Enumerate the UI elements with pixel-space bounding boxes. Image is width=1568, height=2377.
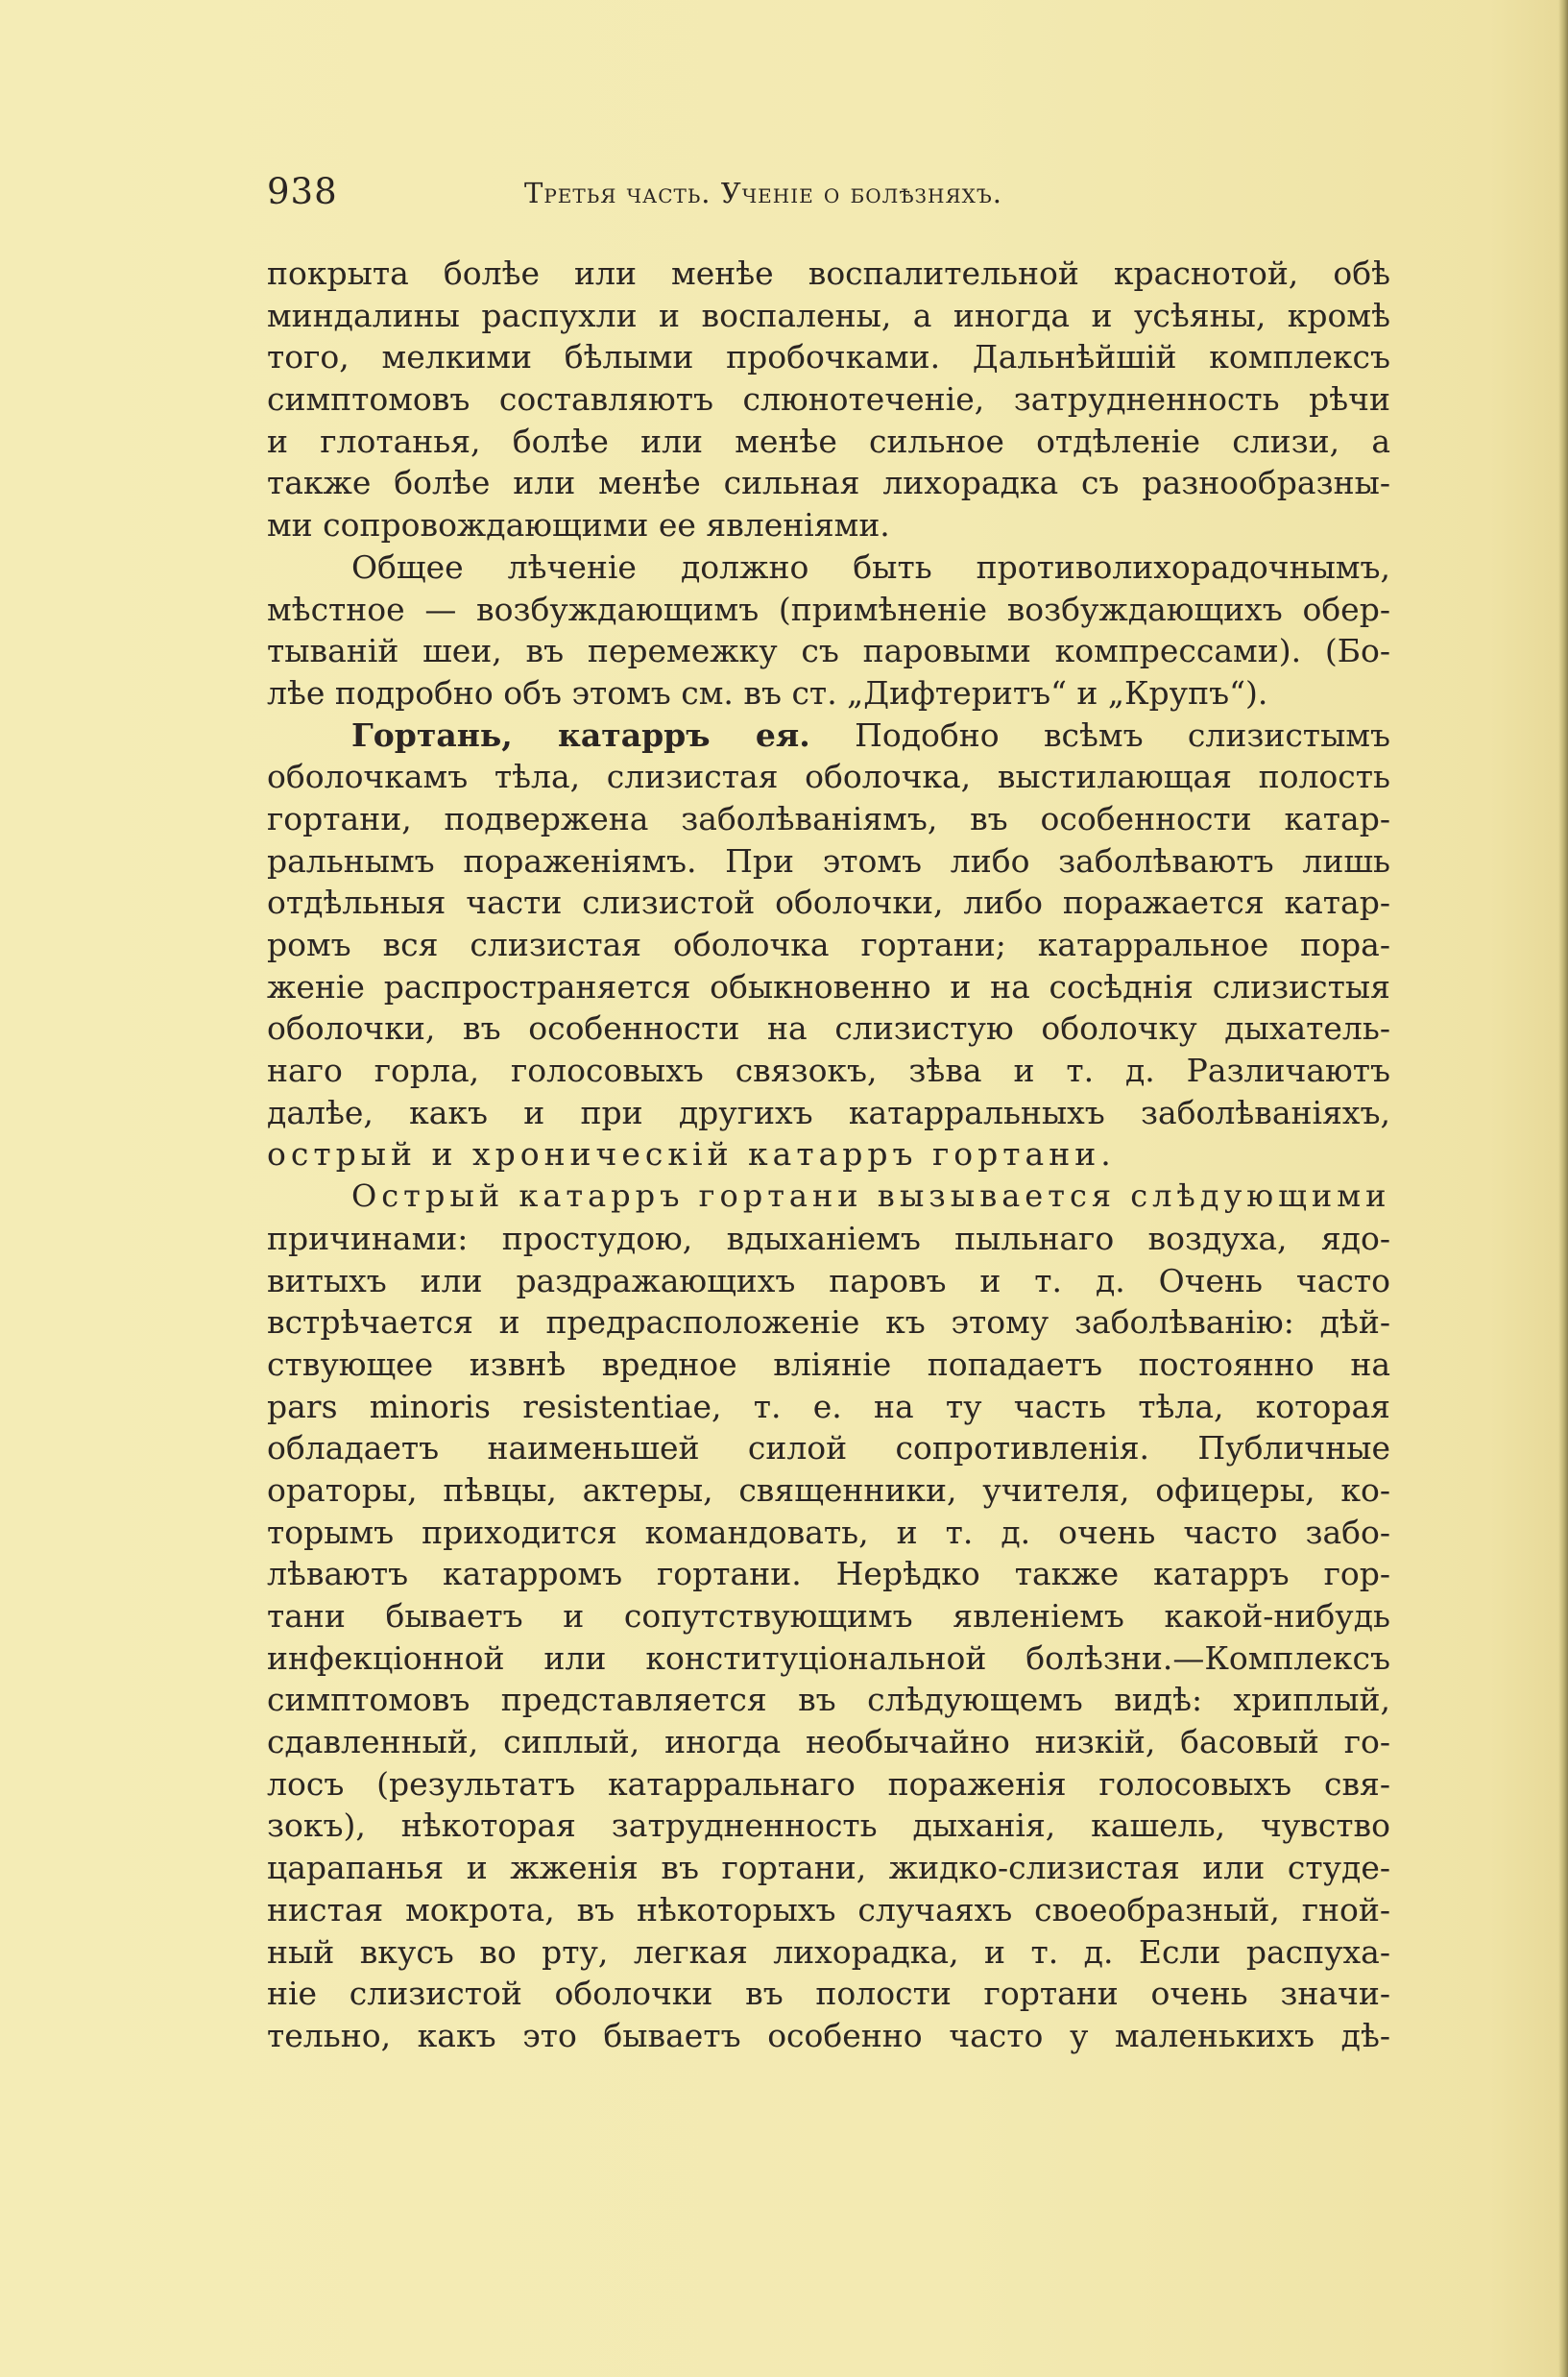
text-line: тываній шеи, въ перемежку съ паровыми компрессами). (Бо- [267, 632, 1390, 670]
text-line: симптомовъ представляется въ слѣдующемъ видѣ: хриплый, [267, 1681, 1390, 1719]
text-line: лѣваютъ катарромъ гортани. Нерѣдко также катарръ гор- [267, 1555, 1390, 1593]
text-line: отдѣльныя части слизистой оболочки, либо поражается катар- [267, 884, 1390, 922]
text-line: Острый катарръ гортани вызывается слѣдующими [351, 1177, 1391, 1215]
page-edge-shadow [1558, 0, 1568, 2377]
text-line: сдавленный, сиплый, иногда необычайно низкій, басовый го- [267, 1723, 1390, 1761]
text-line: женіе распространяется обыкновенно и на сосѣднія слизистыя [267, 967, 1390, 1006]
text-line: острый и хроническій катарръ гортани. [267, 1135, 1116, 1174]
text-line: оболочки, въ особенности на слизистую оболочку дыхатель- [267, 1009, 1390, 1048]
text-line: гортани, подвержена заболѣваніямъ, въ особенности катар- [267, 799, 1390, 837]
text-line: симптомовъ составляютъ слюнотеченіе, затрудненность рѣчи [267, 380, 1390, 419]
page-number: 938 [267, 171, 338, 212]
text-line: ми сопровождающими ее явленіями. [267, 506, 890, 545]
text-line: и глотанья, болѣе или менѣе сильное отдѣленіе слизи, а [267, 422, 1390, 460]
text-line: ораторы, пѣвцы, актеры, священники, учителя, офицеры, ко- [267, 1470, 1390, 1509]
text-line: наго горла, голосовыхъ связокъ, зѣва и т. д. Различаютъ [267, 1052, 1390, 1090]
text-line: Общее лѣченіе должно быть противолихорадочнымъ, [351, 547, 1390, 586]
text-line: покрыта болѣе или менѣе воспалительной краснотой, обѣ [267, 255, 1390, 292]
text-line: также болѣе или менѣе сильная лихорадка съ разнообразны- [267, 464, 1390, 502]
text-line: обладаетъ наименьшей силой сопротивленія. Публичные [267, 1429, 1390, 1467]
text-line: того, мелкими бѣлыми пробочками. Дальнѣйшій комплексъ [267, 338, 1390, 376]
text-line: лѣе подробно объ этомъ см. въ ст. „Дифтеритъ“ и „Крупъ“). [267, 673, 1268, 712]
page-header [267, 171, 1419, 219]
text-line: торымъ приходится командовать, и т. д. очень часто забо- [267, 1513, 1390, 1551]
text-line: ральнымъ пораженіямъ. При этомъ либо заболѣваютъ лишь [267, 841, 1390, 880]
text-line: ный вкусъ во рту, легкая лихорадка, и т. д. Если распуха- [267, 1932, 1390, 1971]
text-line: тельно, какъ это бываетъ особенно часто у маленькихъ дѣ- [267, 2016, 1390, 2054]
text-line: ніе слизистой оболочки въ полости гортани очень значи- [267, 1975, 1390, 2013]
text-line: миндалины распухли и воспалены, а иногда и усѣяны, кромѣ [267, 296, 1390, 334]
text-fragment: Подобно всѣмъ слизистымъ [855, 716, 1390, 754]
text-line: тани бываетъ и сопутствующимъ явленіемъ какой-нибудь [267, 1597, 1390, 1635]
text-line: ромъ вся слизистая оболочка гортани; катарральное пора- [267, 926, 1390, 963]
text-line: ствующее извнѣ вредное вліяніе попадаетъ постоянно на [267, 1345, 1390, 1383]
text-line: лосъ (результатъ катарральнаго пораженія голосовыхъ свя- [267, 1764, 1390, 1803]
text-line: витыхъ или раздражающихъ паровъ и т. д. Очень часто [267, 1261, 1390, 1299]
text-line [267, 715, 1390, 757]
text-line: оболочкамъ тѣла, слизистая оболочка, выстилающая полость [267, 758, 1390, 796]
running-head: Третья часть. Ученіе о болѣзняхъ. [524, 177, 1002, 209]
text-line: причинами: простудою, вдыханіемъ пыльнаго воздуха, ядо- [267, 1219, 1390, 1257]
text-line: далѣе, какъ и при другихъ катарральныхъ заболѣваніяхъ, [267, 1093, 1390, 1131]
text-line: мѣстное — возбуждающимъ (примѣненіе возбуждающихъ обер- [267, 590, 1390, 628]
body-text [267, 253, 1390, 2057]
article-heading: Гортань, катарръ ея. [351, 716, 810, 754]
text-line: инфекціонной или конституціональной болѣзни.—Комплексъ [267, 1638, 1390, 1677]
text-line: pars minoris resistentiae, т. е. на ту часть тѣла, которая [267, 1387, 1390, 1425]
text-line: зокъ), нѣкоторая затрудненность дыханія, кашель, чувство [267, 1807, 1390, 1845]
text-line: царапанья и жженія въ гортани, жидко-слизистая или студе- [267, 1849, 1390, 1887]
text-line: нистая мокрота, въ нѣкоторыхъ случаяхъ своеобразный, гной- [267, 1890, 1390, 1928]
text-line: встрѣчается и предрасположеніе къ этому заболѣванію: дѣй- [267, 1303, 1390, 1342]
